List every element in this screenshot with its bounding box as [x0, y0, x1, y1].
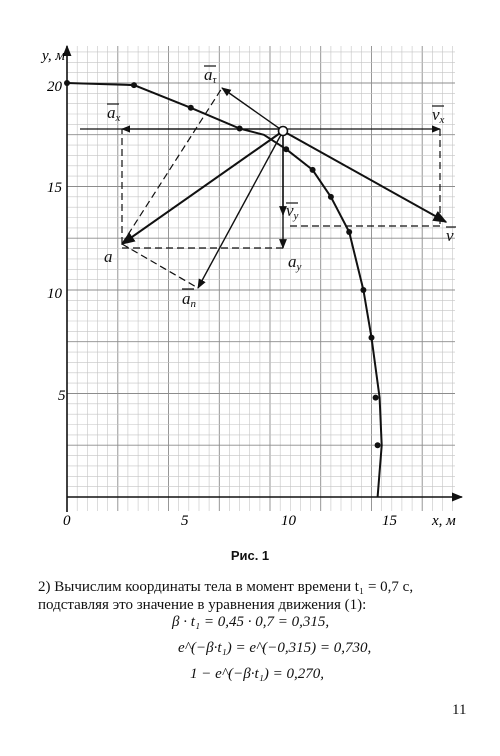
x-tick-label: 15 [382, 513, 397, 529]
label-a-tau: aτ [204, 65, 217, 86]
equation-1: β · t₁ = 0,45 · 0,7 = 0,315, [172, 614, 330, 630]
figure-caption: Рис. 1 [230, 548, 270, 563]
trajectory-point [369, 335, 375, 341]
trajectory-point [346, 229, 352, 235]
trajectory-point [188, 105, 194, 111]
x-tick-label: 10 [281, 513, 296, 529]
equation-2: e^(−β·t₁) = e^(−0,315) = 0,730, [178, 640, 372, 656]
trajectory-point [360, 287, 366, 293]
y-tick-label: 5 [58, 388, 66, 404]
label-a-n: an [182, 289, 196, 310]
y-tick-label: 20 [47, 79, 62, 95]
trajectory-point [131, 82, 137, 88]
label-a: a [104, 247, 113, 266]
trajectory-point [373, 395, 379, 401]
current-position-point [279, 127, 288, 136]
label-v: v [446, 226, 454, 245]
label-a-x: ax [107, 103, 121, 124]
label-v-y: vy [286, 201, 299, 222]
trajectory-point [64, 80, 70, 86]
y-tick-label: 15 [47, 180, 62, 196]
y-axis-label: y, м [42, 48, 65, 64]
trajectory-point [375, 442, 381, 448]
label-v-x: vx [432, 105, 445, 126]
label-a-y: ay [288, 252, 302, 273]
x-tick-label: 5 [181, 513, 189, 529]
trajectory-point [310, 167, 316, 173]
y-tick-label: 10 [47, 286, 62, 302]
paragraph-line-2: подставляя это значение в уравнения движения (1): [38, 597, 367, 613]
paragraph-line-1: 2) Вычислим координаты тела в момент времени t₁ = 0,7 с, [38, 579, 414, 595]
origin-label: 0 [63, 513, 71, 529]
trajectory-point [328, 194, 334, 200]
vector-diagram [80, 88, 446, 288]
vector-labels [104, 65, 454, 310]
x-axis-label: x, м [432, 513, 456, 529]
page-number: 11 [452, 702, 467, 718]
vector-overbars [107, 66, 456, 289]
trajectory-point [283, 146, 289, 152]
equation-3: 1 − e^(−β·t₁) = 0,270, [190, 666, 324, 682]
